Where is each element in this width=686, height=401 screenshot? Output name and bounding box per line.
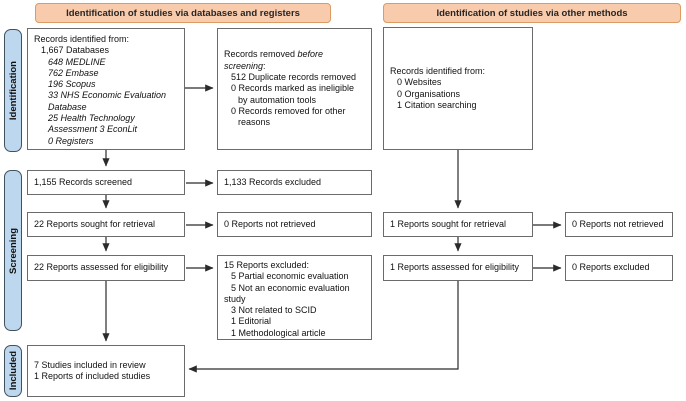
text-line: Records identified from: [34,34,130,44]
box-reports-excluded-other [565,255,673,281]
text-line: Records identified from: [390,65,486,76]
box-reports-assessed-other [383,255,533,281]
text-line: 762 Embase [48,67,99,78]
box-records-identified-databases [27,28,185,150]
text-line: 0 Registers [48,135,94,146]
box-reports-excluded-reasons [217,255,372,340]
stage-label-identification [4,29,22,152]
text-line: 0 Organisations [397,88,461,99]
text-line: 1 Methodological article [231,327,326,338]
box-records-screened [27,170,185,195]
text-line: 1 Reports sought for retrieval [390,218,507,229]
text-line: 25 Health Technology [48,113,135,124]
text-line: by automation tools [238,94,317,105]
text-line: 5 Partial economic evaluation [231,271,349,282]
stage-label-screening [4,170,22,331]
text-line: 0 Records marked as ineligible [231,83,355,94]
box-reports-sought-databases [27,212,185,237]
box-reports-sought-other [383,212,533,237]
text-line: 0 Records removed for other [231,105,346,116]
box-reports-not-retrieved-databases [217,212,372,237]
text-line: 7 Studies included in review [34,359,146,370]
text-line: 1 Reports assessed for eligibility [390,262,520,273]
text-line: 1,667 Databases [41,45,110,56]
stage-label-identification-text: Identification [7,60,19,121]
text-line: 196 Scopus [48,79,96,90]
box-records-removed-before-screening [217,28,372,150]
box-studies-included [27,345,185,397]
text-line: Database [48,101,87,112]
box-records-identified-other-methods [383,27,533,150]
text-line: 22 Reports sought for retrieval [34,218,156,229]
stage-label-included [4,345,22,397]
text-line: 1 Reports of included studies [34,371,151,381]
text-line: 1 Citation searching [397,99,477,110]
text-line: 648 MEDLINE [48,56,106,67]
text-line: study [224,293,246,304]
box-reports-not-retrieved-other [565,212,673,237]
text-line: Assessment 3 EconLit [48,124,138,135]
text-line: 0 Reports excluded [572,262,650,273]
stage-label-screening-text: Screening [7,227,19,274]
text-line: reasons [238,117,271,128]
header-other-methods: Identification of studies via other methods [383,3,681,23]
text-line: Records removed before [224,49,324,60]
stage-label-included-text: Included [7,351,19,391]
text-line: 512 Duplicate records removed [231,72,357,83]
text-line: 3 Not related to SCID [231,305,317,316]
text-line: 1,155 Records screened [34,176,133,187]
text-line: 0 Websites [397,77,442,88]
text-line: 0 Reports not retrieved [224,218,316,229]
text-line: screening: [224,60,266,71]
text-line: 1,133 Records excluded [224,176,322,187]
text-line: 1 Editorial [231,316,272,327]
text-line: 5 Not an economic evaluation [231,282,350,293]
text-line: 22 Reports assessed for eligibility [34,262,169,273]
box-reports-assessed-databases [27,255,185,281]
box-records-excluded [217,170,372,195]
header-databases-registers: Identification of studies via databases and registers [35,3,331,23]
text-line: 33 NHS Economic Evaluation [48,90,167,101]
text-line: 0 Reports not retrieved [572,218,664,229]
text-line: 15 Reports excluded: [224,260,310,270]
